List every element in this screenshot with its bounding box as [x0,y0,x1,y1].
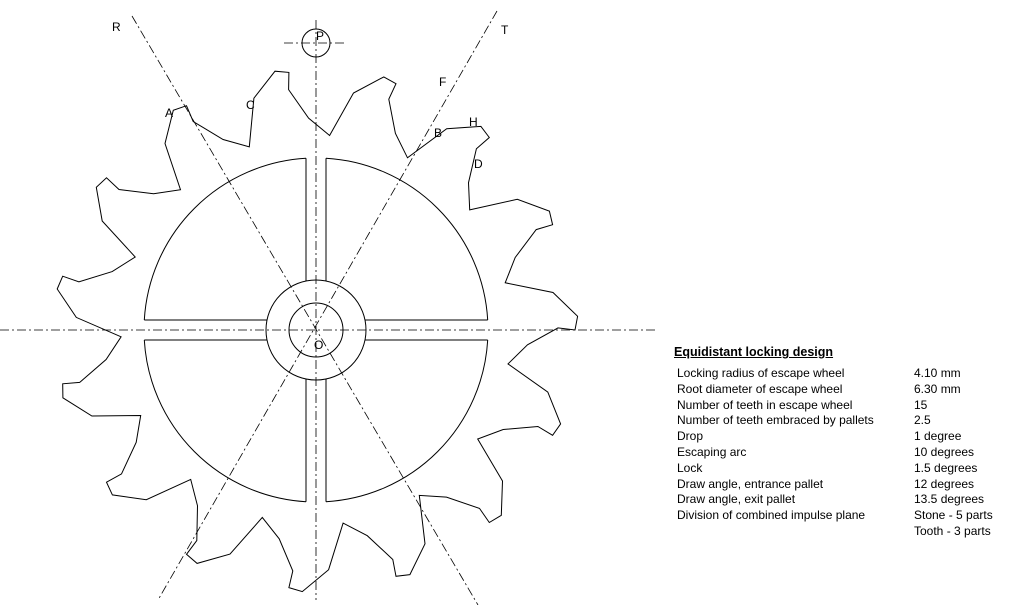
spec-value: 4.10 mm [914,366,961,380]
label-O: O [314,338,324,352]
spec-row [674,398,1019,414]
spec-row [674,524,1019,540]
spec-row [674,429,1019,445]
label-P: P [316,29,325,43]
line-R [132,16,478,605]
spec-label: Draw angle, exit pallet [677,492,796,507]
spec-row [674,366,1019,382]
spec-value: 15 [914,397,928,412]
spec-label: Escaping arc [677,444,747,459]
spec-value: 2.5 [914,413,931,428]
spec-label: Number of teeth in escape wheel [677,397,853,412]
spec-value: 1 degree [914,429,962,444]
spec-row [674,508,1019,524]
rim-arc [144,340,306,502]
spec-label: Number of teeth embraced by pallets [677,413,874,428]
rim-arc [326,340,488,502]
spec-row [674,461,1019,477]
spec-label: Root diameter of escape wheel [677,381,843,396]
spec-value: Tooth - 3 parts [914,523,991,538]
spec-row [674,382,1019,398]
point-labels [112,20,509,352]
specification-panel [674,345,1019,540]
spec-label: Locking radius of escape wheel [677,366,845,380]
spec-label: Division of combined impulse plane [677,508,866,523]
label-F: F [439,75,447,89]
spec-label [677,524,914,540]
label-T: T [501,23,509,37]
label-C: C [246,98,255,112]
rim-arc [144,158,306,320]
spec-title: Equidistant locking design [674,345,834,359]
rim-arc [326,158,488,320]
label-A: A [165,106,174,120]
label-R: R [112,20,121,34]
spec-row [674,413,1019,429]
spec-label: Drop [677,429,704,444]
spec-value: 12 degrees [914,476,975,491]
spec-table [674,366,1019,540]
spec-row [674,492,1019,508]
spec-value: 10 degrees [914,444,975,459]
spec-value: 1.5 degrees [914,460,978,475]
spec-row [674,477,1019,493]
spec-value: 13.5 degrees [914,492,985,507]
spec-value: Stone - 5 parts [914,508,993,523]
spec-label: Lock [677,460,703,475]
center-lines [0,11,655,605]
spec-value: 6.30 mm [914,381,961,396]
label-D: D [474,157,483,171]
label-H: H [469,115,478,129]
spec-row [674,445,1019,461]
spec-label: Draw angle, entrance pallet [677,476,824,491]
label-B: B [434,126,443,140]
